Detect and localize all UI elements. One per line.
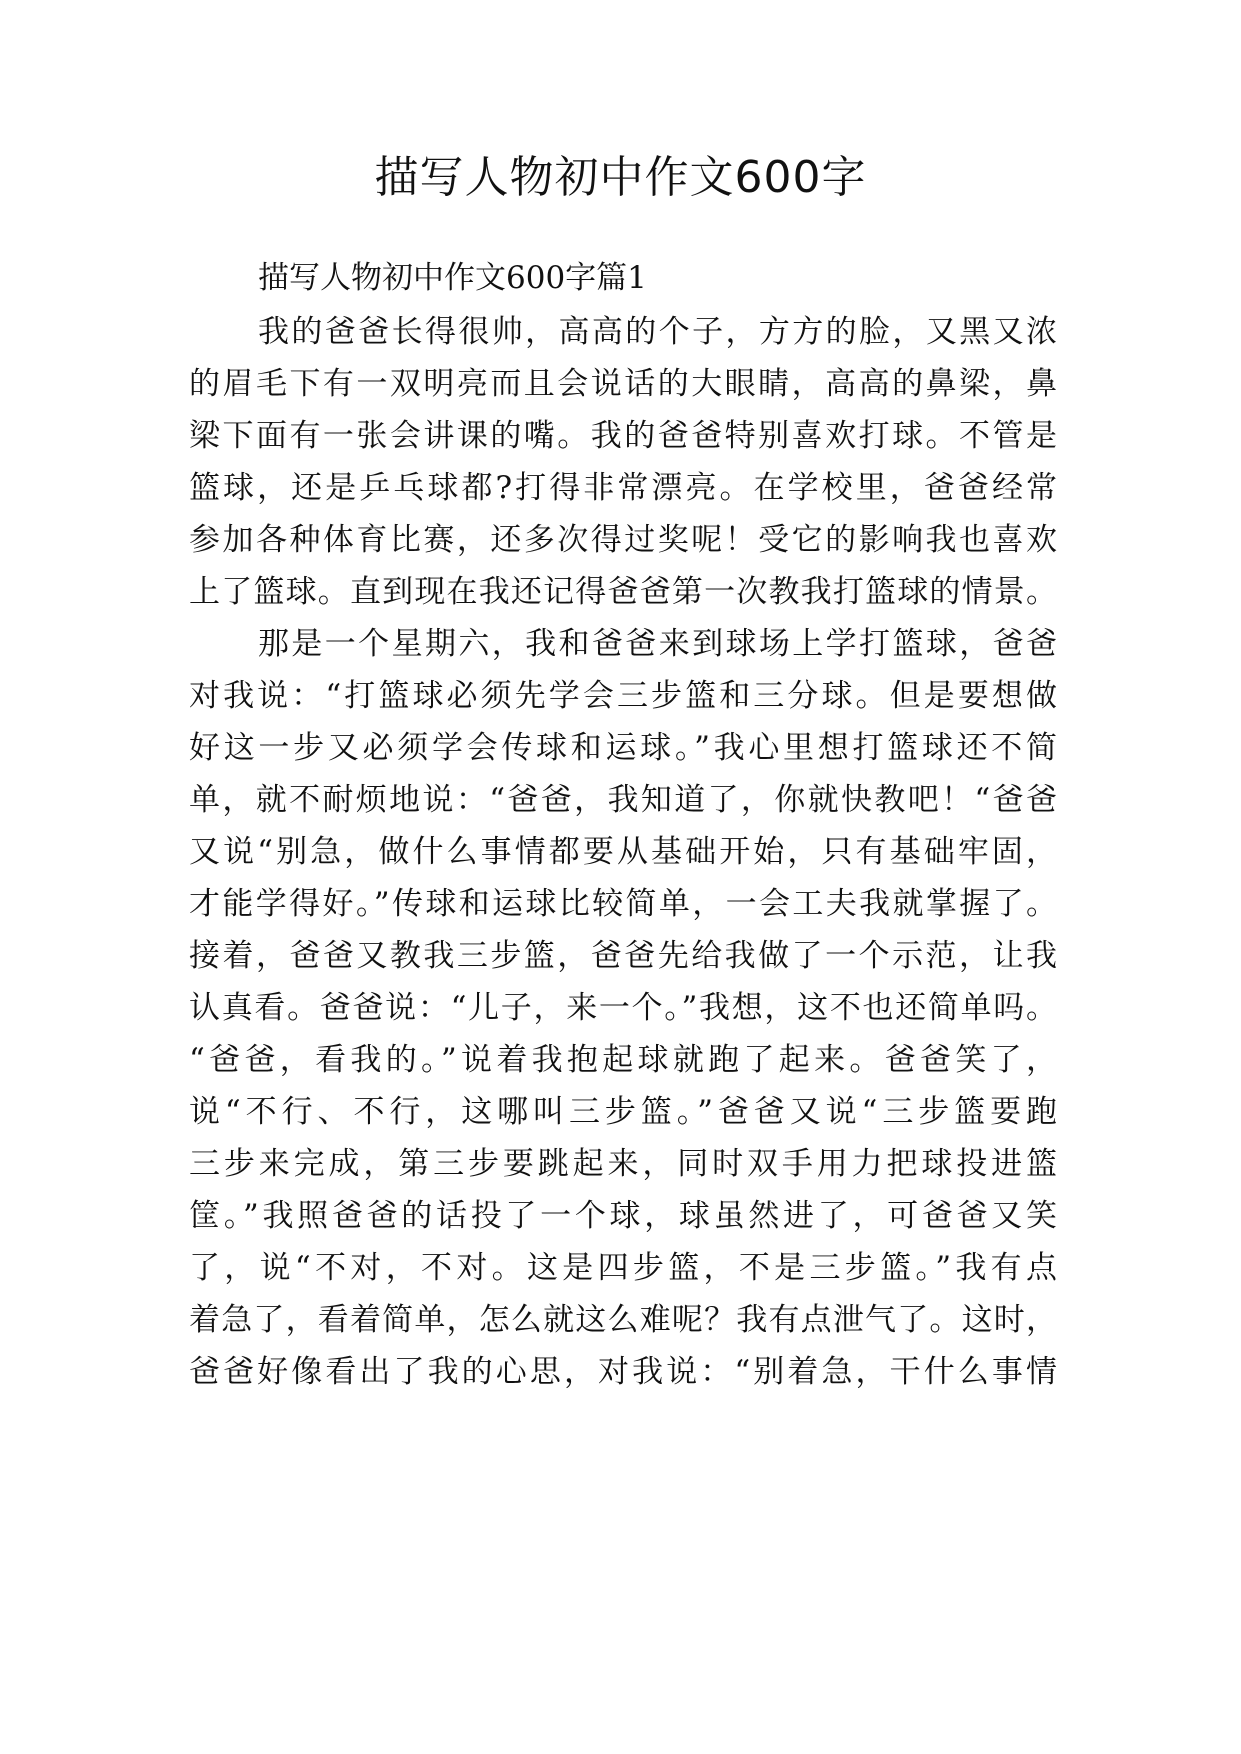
text-line: “爸爸，看我的。”说着我抱起球就跑了起来。爸爸笑了， xyxy=(189,1042,1057,1078)
text-line: 的眉毛下有一双明亮而且会说话的大眼睛，高高的鼻梁，鼻 xyxy=(189,366,1057,402)
section-heading: 描写人物初中作文600字篇1 xyxy=(258,260,647,296)
text-line: 我的爸爸长得很帅，高高的个子，方方的脸，又黑又浓 xyxy=(258,314,1057,350)
text-line: 三步来完成，第三步要跳起来，同时双手用力把球投进篮 xyxy=(189,1146,1057,1182)
text-line: 认真看。爸爸说：“儿子，来一个。”我想，这不也还简单吗。 xyxy=(189,990,1057,1026)
document-title: 描写人物初中作文600字 xyxy=(374,152,867,203)
text-line: 说“不行、不行，这哪叫三步篮。”爸爸又说“三步篮要跑 xyxy=(189,1094,1057,1130)
text-line: 着急了，看着简单，怎么就这么难呢？我有点泄气了。这时， xyxy=(189,1302,1057,1338)
text-line: 梁下面有一张会讲课的嘴。我的爸爸特别喜欢打球。不管是 xyxy=(189,418,1057,454)
text-line: 接着，爸爸又教我三步篮，爸爸先给我做了一个示范，让我 xyxy=(189,938,1057,974)
text-line: 上了篮球。直到现在我还记得爸爸第一次教我打篮球的情景。 xyxy=(189,574,1057,610)
text-line: 好这一步又必须学会传球和运球。”我心里想打篮球还不简 xyxy=(189,730,1057,766)
text-line: 又说“别急，做什么事情都要从基础开始，只有基础牢固， xyxy=(189,834,1057,870)
text-line: 参加各种体育比赛，还多次得过奖呢！受它的影响我也喜欢 xyxy=(189,522,1057,558)
text-line: 对我说：“打篮球必须先学会三步篮和三分球。但是要想做 xyxy=(189,678,1057,714)
text-line: 那是一个星期六，我和爸爸来到球场上学打篮球，爸爸 xyxy=(258,626,1057,662)
text-line: 单，就不耐烦地说：“爸爸，我知道了，你就快教吧！“爸爸 xyxy=(189,782,1057,818)
text-line: 了，说“不对，不对。这是四步篮，不是三步篮。”我有点 xyxy=(189,1250,1057,1286)
text-line: 筐。”我照爸爸的话投了一个球，球虽然进了，可爸爸又笑 xyxy=(189,1198,1057,1234)
text-line: 爸爸好像看出了我的心思，对我说：“别着急，干什么事情 xyxy=(189,1354,1057,1390)
text-line: 篮球，还是乒乓球都?打得非常漂亮。在学校里，爸爸经常 xyxy=(189,470,1057,506)
text-line: 才能学得好。”传球和运球比较简单，一会工夫我就掌握了。 xyxy=(189,886,1057,922)
